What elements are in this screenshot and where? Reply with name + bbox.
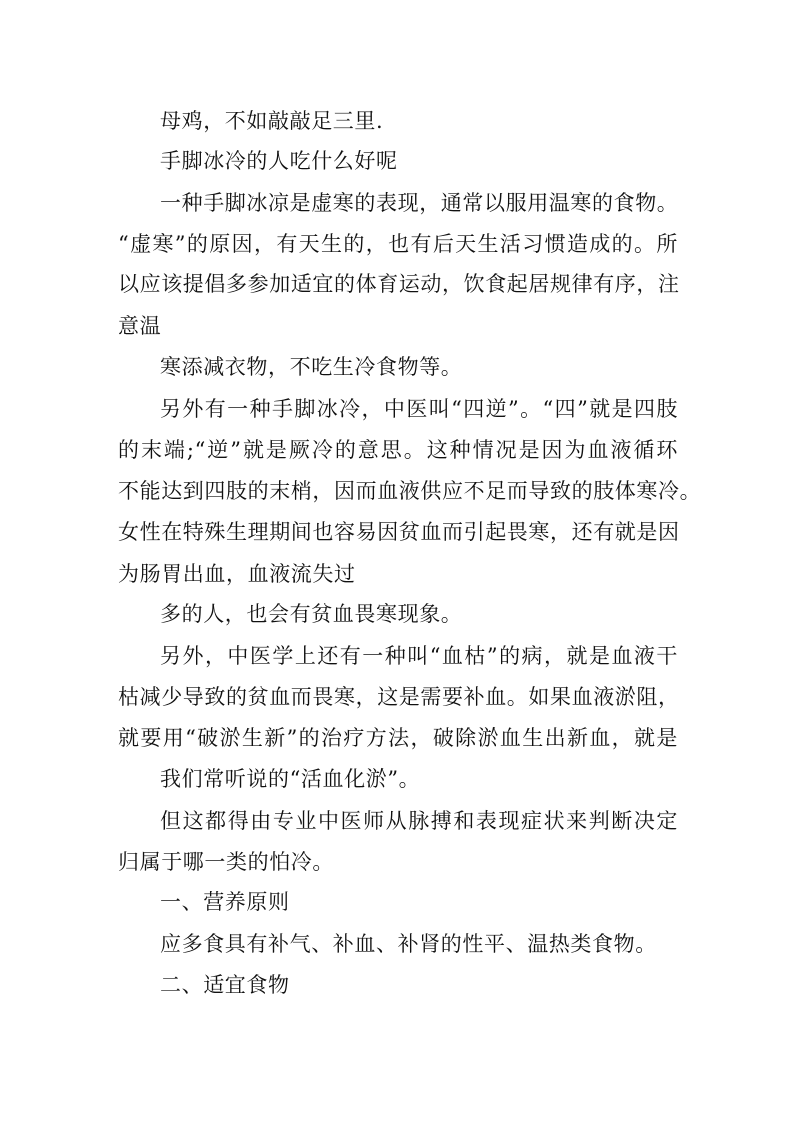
- text-line-14: 另外，中医学上还有一种叫“血枯”的病，就是血液干: [160, 644, 678, 668]
- text-line-21: 应多食具有补气、补血、补肾的性平、温热类食物。: [160, 932, 657, 956]
- text-line-1: 母鸡，不如敲敲足三里.: [160, 109, 384, 133]
- text-line-19: 归属于哪一类的怕冷。: [118, 850, 334, 874]
- text-line-5: 以应该提倡多参加适宜的体育运动，饮食起居规律有序，注: [118, 272, 680, 296]
- text-line-18: 但这都得由专业中医师从脉搏和表现症状来判断决定: [160, 809, 678, 833]
- text-line-8: 另外有一种手脚冰冷，中医叫“四逆”。“四”就是四肢: [160, 397, 678, 421]
- text-line-15: 枯减少导致的贫血而畏寒，这是需要补血。如果血液淤阻，: [118, 685, 680, 709]
- text-line-2: 手脚冰冷的人吃什么好呢: [160, 149, 398, 173]
- text-line-10: 不能达到四肢的末梢，因而血液供应不足而导致的肢体寒冷。: [118, 479, 702, 503]
- text-line-9: 的末端;“逆”就是厥冷的意思。这种情况是因为血液循环: [118, 438, 678, 462]
- text-line-11: 女性在特殊生理期间也容易因贫血而引起畏寒，还有就是因: [118, 520, 680, 544]
- text-line-17: 我们常听说的“活血化淤”。: [160, 767, 421, 791]
- section-heading-1: 一、营养原则: [160, 890, 290, 914]
- text-line-6: 意温: [118, 314, 162, 338]
- text-line-3: 一种手脚冰凉是虚寒的表现，通常以服用温寒的食物。: [160, 191, 679, 215]
- text-line-16: 就要用“破淤生新”的治疗方法，破除淤血生出新血，就是: [118, 726, 678, 750]
- text-line-4: “虚寒”的原因，有天生的，也有后天生活习惯造成的。所: [118, 232, 678, 256]
- text-line-7: 寒添减衣物，不吃生冷食物等。: [160, 355, 463, 379]
- text-line-13: 多的人，也会有贫血畏寒现象。: [160, 602, 463, 626]
- section-heading-2: 二、适宜食物: [160, 973, 290, 997]
- text-line-12: 为肠胃出血，血液流失过: [118, 562, 356, 586]
